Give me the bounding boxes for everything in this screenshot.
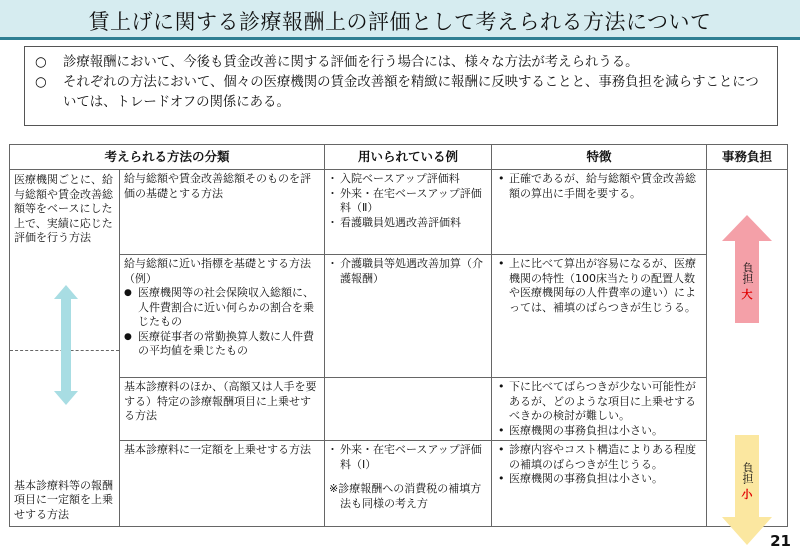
example-item: ・ 入院ベースアップ評価料 bbox=[329, 172, 487, 187]
feature-item: • 診療内容やコスト構造によりある程度の補填のばらつきが生じうる。 bbox=[496, 443, 702, 472]
table-row bbox=[10, 441, 788, 527]
method-cell bbox=[120, 255, 325, 378]
table-header-row bbox=[10, 145, 788, 170]
page-number: 21 bbox=[770, 532, 791, 550]
method-cell bbox=[120, 441, 325, 527]
example-item: ・ 外来・在宅ベースアップ評価料（Ⅱ） bbox=[329, 187, 487, 216]
features-cell bbox=[492, 170, 707, 255]
feature-item: • 上に比べて算出が容易になるが、医療機関の特性（100床当たりの配置人数や医療機関毎の人件費率の違い）によっては、補填のばらつきが生じうる。 bbox=[496, 257, 702, 315]
method-bullet: ● 医療機関等の社会保険収入総額に、人件費割合に近い何らかの割合を乗じたもの bbox=[124, 286, 320, 330]
features-cell bbox=[492, 441, 707, 527]
header-category: 考えられる方法の分類 bbox=[10, 145, 325, 170]
methods-table bbox=[9, 144, 788, 527]
method-cell bbox=[120, 170, 325, 255]
feature-item: • 医療機関の事務負担は小さい。 bbox=[496, 424, 702, 439]
burden-high-text: 負担 bbox=[741, 262, 755, 284]
method-sub: （例） bbox=[124, 271, 157, 285]
examples-note: ※診療報酬への消費税の補填方法も同様の考え方 bbox=[329, 482, 482, 510]
summary-text: それぞれの方法において、個々の医療機関の賃金改善額を精緻に報酬に反映することと、事務負担を減らすことについては、トレードオフの関係にある。 bbox=[63, 75, 759, 110]
summary-bullet: ○ bbox=[35, 55, 47, 70]
table-row bbox=[10, 255, 788, 378]
burden-high-label bbox=[707, 262, 787, 302]
category-bottom-label: 基本診療料等の報酬項目に一定額を上乗せする方法 bbox=[14, 478, 113, 521]
feature-item: • 下に比べてばらつきが少ない可能性があるが、どのような項目に上乗せするべきかの検討が難しい。 bbox=[496, 380, 702, 424]
title-divider bbox=[0, 37, 800, 40]
features-cell bbox=[492, 378, 707, 441]
burden-low-label bbox=[707, 462, 787, 502]
header-examples: 用いられている例 bbox=[325, 145, 492, 170]
summary-text: 診療報酬において、今後も賃金改善に関する評価を行う場合には、様々な方法が考えられうる。 bbox=[63, 55, 639, 70]
header-burden: 事務負担 bbox=[707, 145, 788, 170]
burden-high-level: 大 bbox=[741, 288, 753, 301]
example-item: ・ 介護職員等処遇改善加算（介護報酬） bbox=[329, 257, 487, 286]
example-item: ・ 外来・在宅ベースアップ評価料（Ⅰ） bbox=[329, 443, 487, 472]
examples-cell bbox=[325, 441, 492, 527]
feature-item: • 医療機関の事務負担は小さい。 bbox=[496, 472, 702, 487]
method-text: 給与総額や賃金改善総額そのものを評価の基礎とする方法 bbox=[124, 172, 311, 200]
summary-item bbox=[35, 73, 767, 113]
summary-item bbox=[35, 53, 767, 73]
method-bullet: ● 医療従事者の常勤換算人数に人件費の平均値を乗じたもの bbox=[124, 330, 320, 359]
method-text: 基本診療料に一定額を上乗せする方法 bbox=[124, 443, 311, 456]
examples-cell bbox=[325, 255, 492, 378]
burden-cell bbox=[707, 170, 788, 527]
method-cell bbox=[120, 378, 325, 441]
burden-low-text: 負担 bbox=[741, 462, 755, 484]
title-bar bbox=[0, 0, 800, 37]
feature-item: • 正確であるが、給与総額や賃金改善総額の算出に手間を要する。 bbox=[496, 172, 702, 201]
method-text: 給与総額に近い指標を基礎とする方法 bbox=[124, 257, 311, 270]
examples-cell bbox=[325, 378, 492, 441]
category-top-label: 医療機関ごとに、給与総額や賃金改善総額等をベースにした上で、実績に応じた評価を行う方法 bbox=[14, 173, 113, 244]
burden-low-level: 小 bbox=[741, 488, 753, 501]
method-text: 基本診療料のほか、（高額又は人手を要する）特定の診療報酬項目に上乗せする方法 bbox=[124, 380, 317, 422]
header-features: 特徴 bbox=[492, 145, 707, 170]
features-cell bbox=[492, 255, 707, 378]
example-item: ・ 看護職員処遇改善評価料 bbox=[329, 216, 487, 231]
table-row bbox=[10, 378, 788, 441]
summary-box bbox=[24, 46, 778, 126]
category-range-cell bbox=[10, 170, 120, 527]
double-arrow-icon bbox=[54, 285, 78, 405]
page-title: 賃上げに関する診療報酬上の評価として考えられる方法について bbox=[88, 10, 712, 34]
examples-cell bbox=[325, 170, 492, 255]
summary-bullet: ○ bbox=[35, 75, 47, 90]
table-row bbox=[10, 170, 788, 255]
